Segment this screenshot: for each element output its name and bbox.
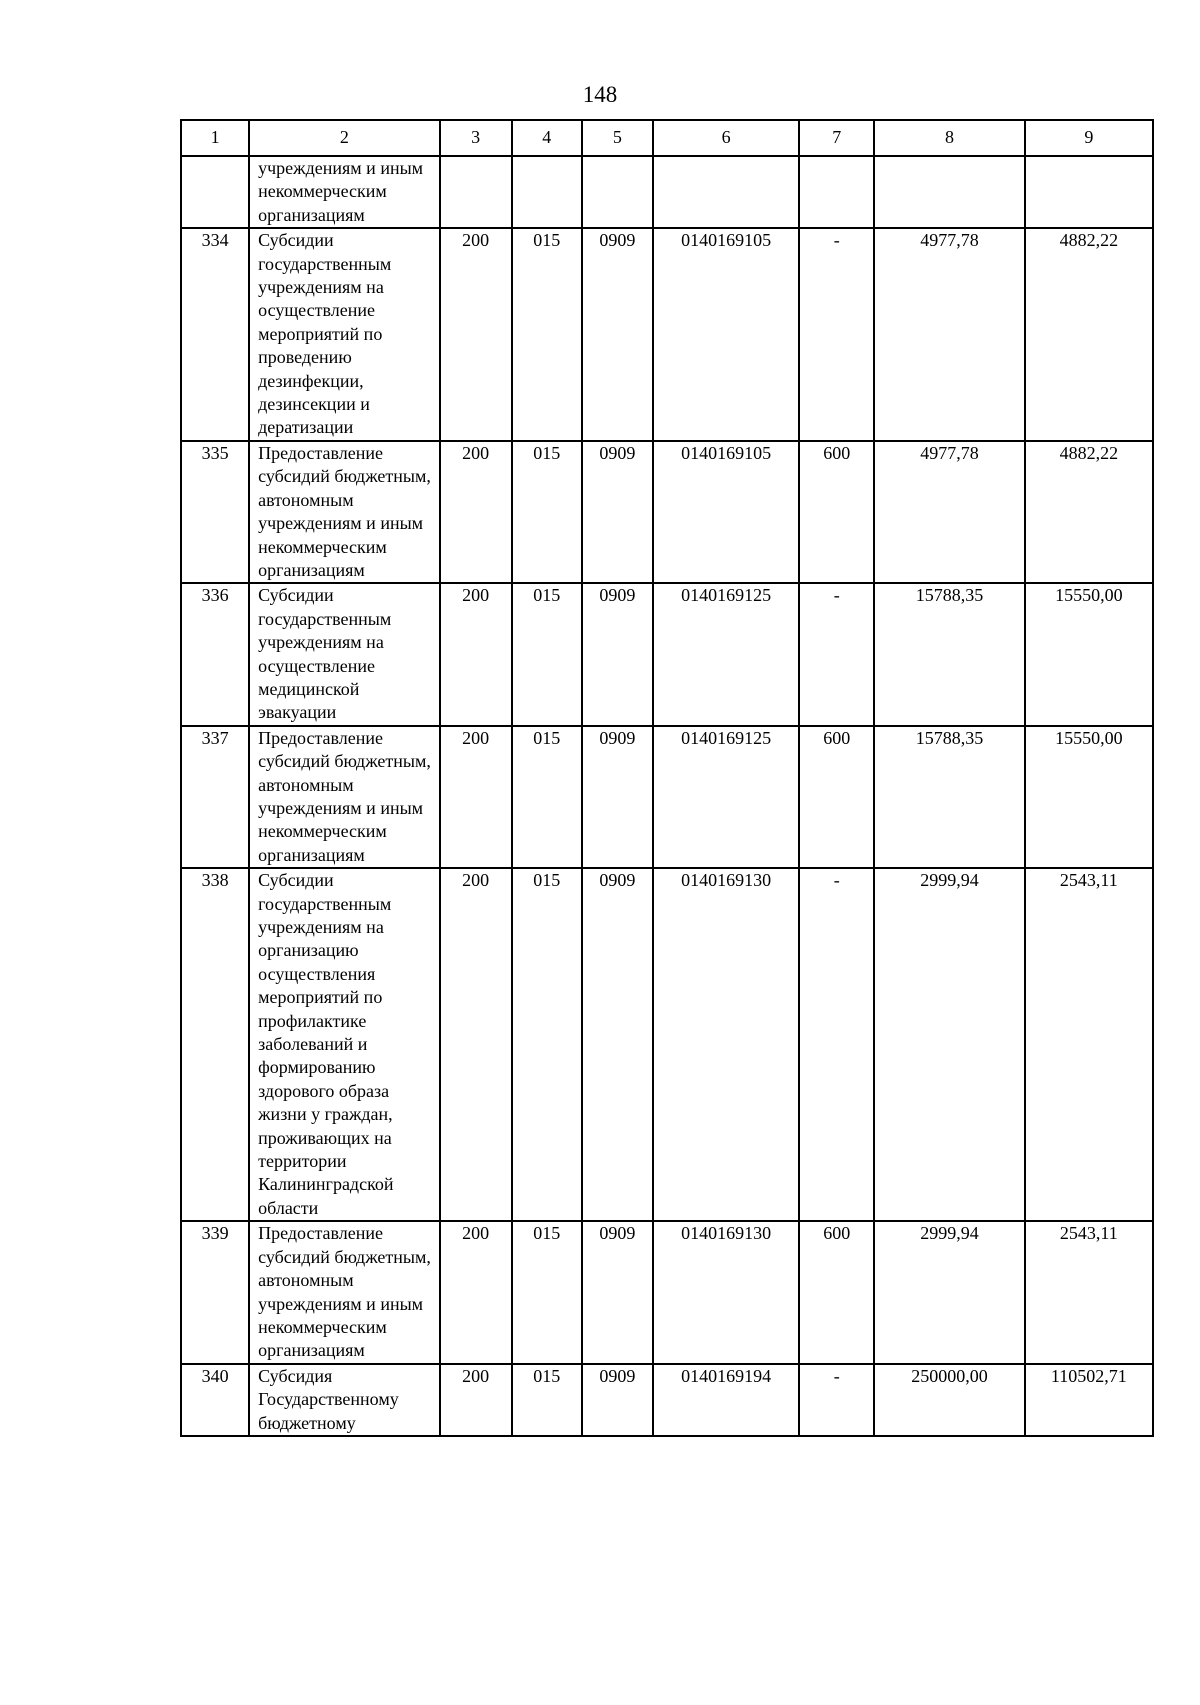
cell-col4: 015 xyxy=(512,441,582,583)
row-name: Предоставление субсидий бюджетным, автономным учреждениям и иным некоммерческим организациям xyxy=(249,441,439,583)
cell-col8: 15788,35 xyxy=(874,726,1024,868)
cell-col9: 15550,00 xyxy=(1025,583,1153,725)
row-number: 335 xyxy=(181,441,249,583)
cell-col6: 0140169105 xyxy=(653,441,799,583)
row-number xyxy=(181,156,249,228)
cell-col9: 2543,11 xyxy=(1025,1221,1153,1363)
header-cell: 6 xyxy=(653,120,799,156)
cell-col9: 15550,00 xyxy=(1025,726,1153,868)
table-row xyxy=(181,726,1153,868)
cell-col3: 200 xyxy=(440,1364,512,1436)
row-name: Субсидии государственным учреждениям на осуществление медицинской эвакуации xyxy=(249,583,439,725)
cell-col9: 4882,22 xyxy=(1025,441,1153,583)
header-row xyxy=(181,120,1153,156)
row-number: 337 xyxy=(181,726,249,868)
cell-col3: 200 xyxy=(440,726,512,868)
cell-col9: 2543,11 xyxy=(1025,868,1153,1221)
header-cell: 3 xyxy=(440,120,512,156)
row-number: 336 xyxy=(181,583,249,725)
cell-col9 xyxy=(1025,156,1153,228)
cell-col6: 0140169105 xyxy=(653,228,799,441)
cell-col5: 0909 xyxy=(582,1364,653,1436)
cell-col5: 0909 xyxy=(582,441,653,583)
cell-col7: - xyxy=(799,583,874,725)
cell-col4: 015 xyxy=(512,583,582,725)
row-name: Предоставление субсидий бюджетным, автономным учреждениям и иным некоммерческим организациям xyxy=(249,726,439,868)
cell-col7: 600 xyxy=(799,1221,874,1363)
cell-col8: 4977,78 xyxy=(874,441,1024,583)
table-row xyxy=(181,156,1153,228)
cell-col5: 0909 xyxy=(582,1221,653,1363)
cell-col5 xyxy=(582,156,653,228)
page-number: 148 xyxy=(582,82,618,107)
cell-col8: 4977,78 xyxy=(874,228,1024,441)
row-number: 339 xyxy=(181,1221,249,1363)
cell-col4: 015 xyxy=(512,868,582,1221)
header-cell: 8 xyxy=(874,120,1024,156)
cell-col7: 600 xyxy=(799,726,874,868)
cell-col3: 200 xyxy=(440,228,512,441)
header-cell: 9 xyxy=(1025,120,1153,156)
cell-col3: 200 xyxy=(440,1221,512,1363)
row-name: учреждениям и иным некоммерческим организациям xyxy=(249,156,439,228)
cell-col8: 250000,00 xyxy=(874,1364,1024,1436)
row-name: Субсидии государственным учреждениям на организацию осуществления мероприятий по профилактике заболеваний и формированию здорового образа жизни у граждан, проживающих на территории Калининградской области xyxy=(249,868,439,1221)
table-row xyxy=(181,583,1153,725)
cell-col4: 015 xyxy=(512,726,582,868)
cell-col6: 0140169130 xyxy=(653,868,799,1221)
cell-col3: 200 xyxy=(440,868,512,1221)
cell-col9: 110502,71 xyxy=(1025,1364,1153,1436)
table-row xyxy=(181,228,1153,441)
cell-col6: 0140169130 xyxy=(653,1221,799,1363)
cell-col7: 600 xyxy=(799,441,874,583)
cell-col6: 0140169125 xyxy=(653,726,799,868)
cell-col7: - xyxy=(799,228,874,441)
table-row xyxy=(181,1221,1153,1363)
cell-col5: 0909 xyxy=(582,726,653,868)
cell-col7: - xyxy=(799,868,874,1221)
table-row xyxy=(181,868,1153,1221)
row-number: 334 xyxy=(181,228,249,441)
cell-col4: 015 xyxy=(512,228,582,441)
cell-col6 xyxy=(653,156,799,228)
row-number: 338 xyxy=(181,868,249,1221)
cell-col7 xyxy=(799,156,874,228)
cell-col4 xyxy=(512,156,582,228)
cell-col3 xyxy=(440,156,512,228)
row-number: 340 xyxy=(181,1364,249,1436)
cell-col8 xyxy=(874,156,1024,228)
header-cell: 4 xyxy=(512,120,582,156)
row-name: Субсидии государственным учреждениям на осуществление мероприятий по проведению дезинфекции, дезинсекции и дератизации xyxy=(249,228,439,441)
cell-col8: 15788,35 xyxy=(874,583,1024,725)
budget-table xyxy=(180,119,1154,1437)
table-row xyxy=(181,441,1153,583)
row-name: Предоставление субсидий бюджетным, автономным учреждениям и иным некоммерческим организациям xyxy=(249,1221,439,1363)
cell-col4: 015 xyxy=(512,1364,582,1436)
cell-col6: 0140169194 xyxy=(653,1364,799,1436)
header-cell: 1 xyxy=(181,120,249,156)
table-row xyxy=(181,1364,1153,1436)
cell-col4: 015 xyxy=(512,1221,582,1363)
cell-col3: 200 xyxy=(440,583,512,725)
cell-col9: 4882,22 xyxy=(1025,228,1153,441)
cell-col5: 0909 xyxy=(582,868,653,1221)
cell-col7: - xyxy=(799,1364,874,1436)
cell-col5: 0909 xyxy=(582,228,653,441)
cell-col8: 2999,94 xyxy=(874,1221,1024,1363)
cell-col8: 2999,94 xyxy=(874,868,1024,1221)
header-cell: 7 xyxy=(799,120,874,156)
header-cell: 2 xyxy=(249,120,439,156)
cell-col6: 0140169125 xyxy=(653,583,799,725)
cell-col3: 200 xyxy=(440,441,512,583)
header-cell: 5 xyxy=(582,120,653,156)
cell-col5: 0909 xyxy=(582,583,653,725)
row-name: Субсидия Государственному бюджетному xyxy=(249,1364,439,1436)
